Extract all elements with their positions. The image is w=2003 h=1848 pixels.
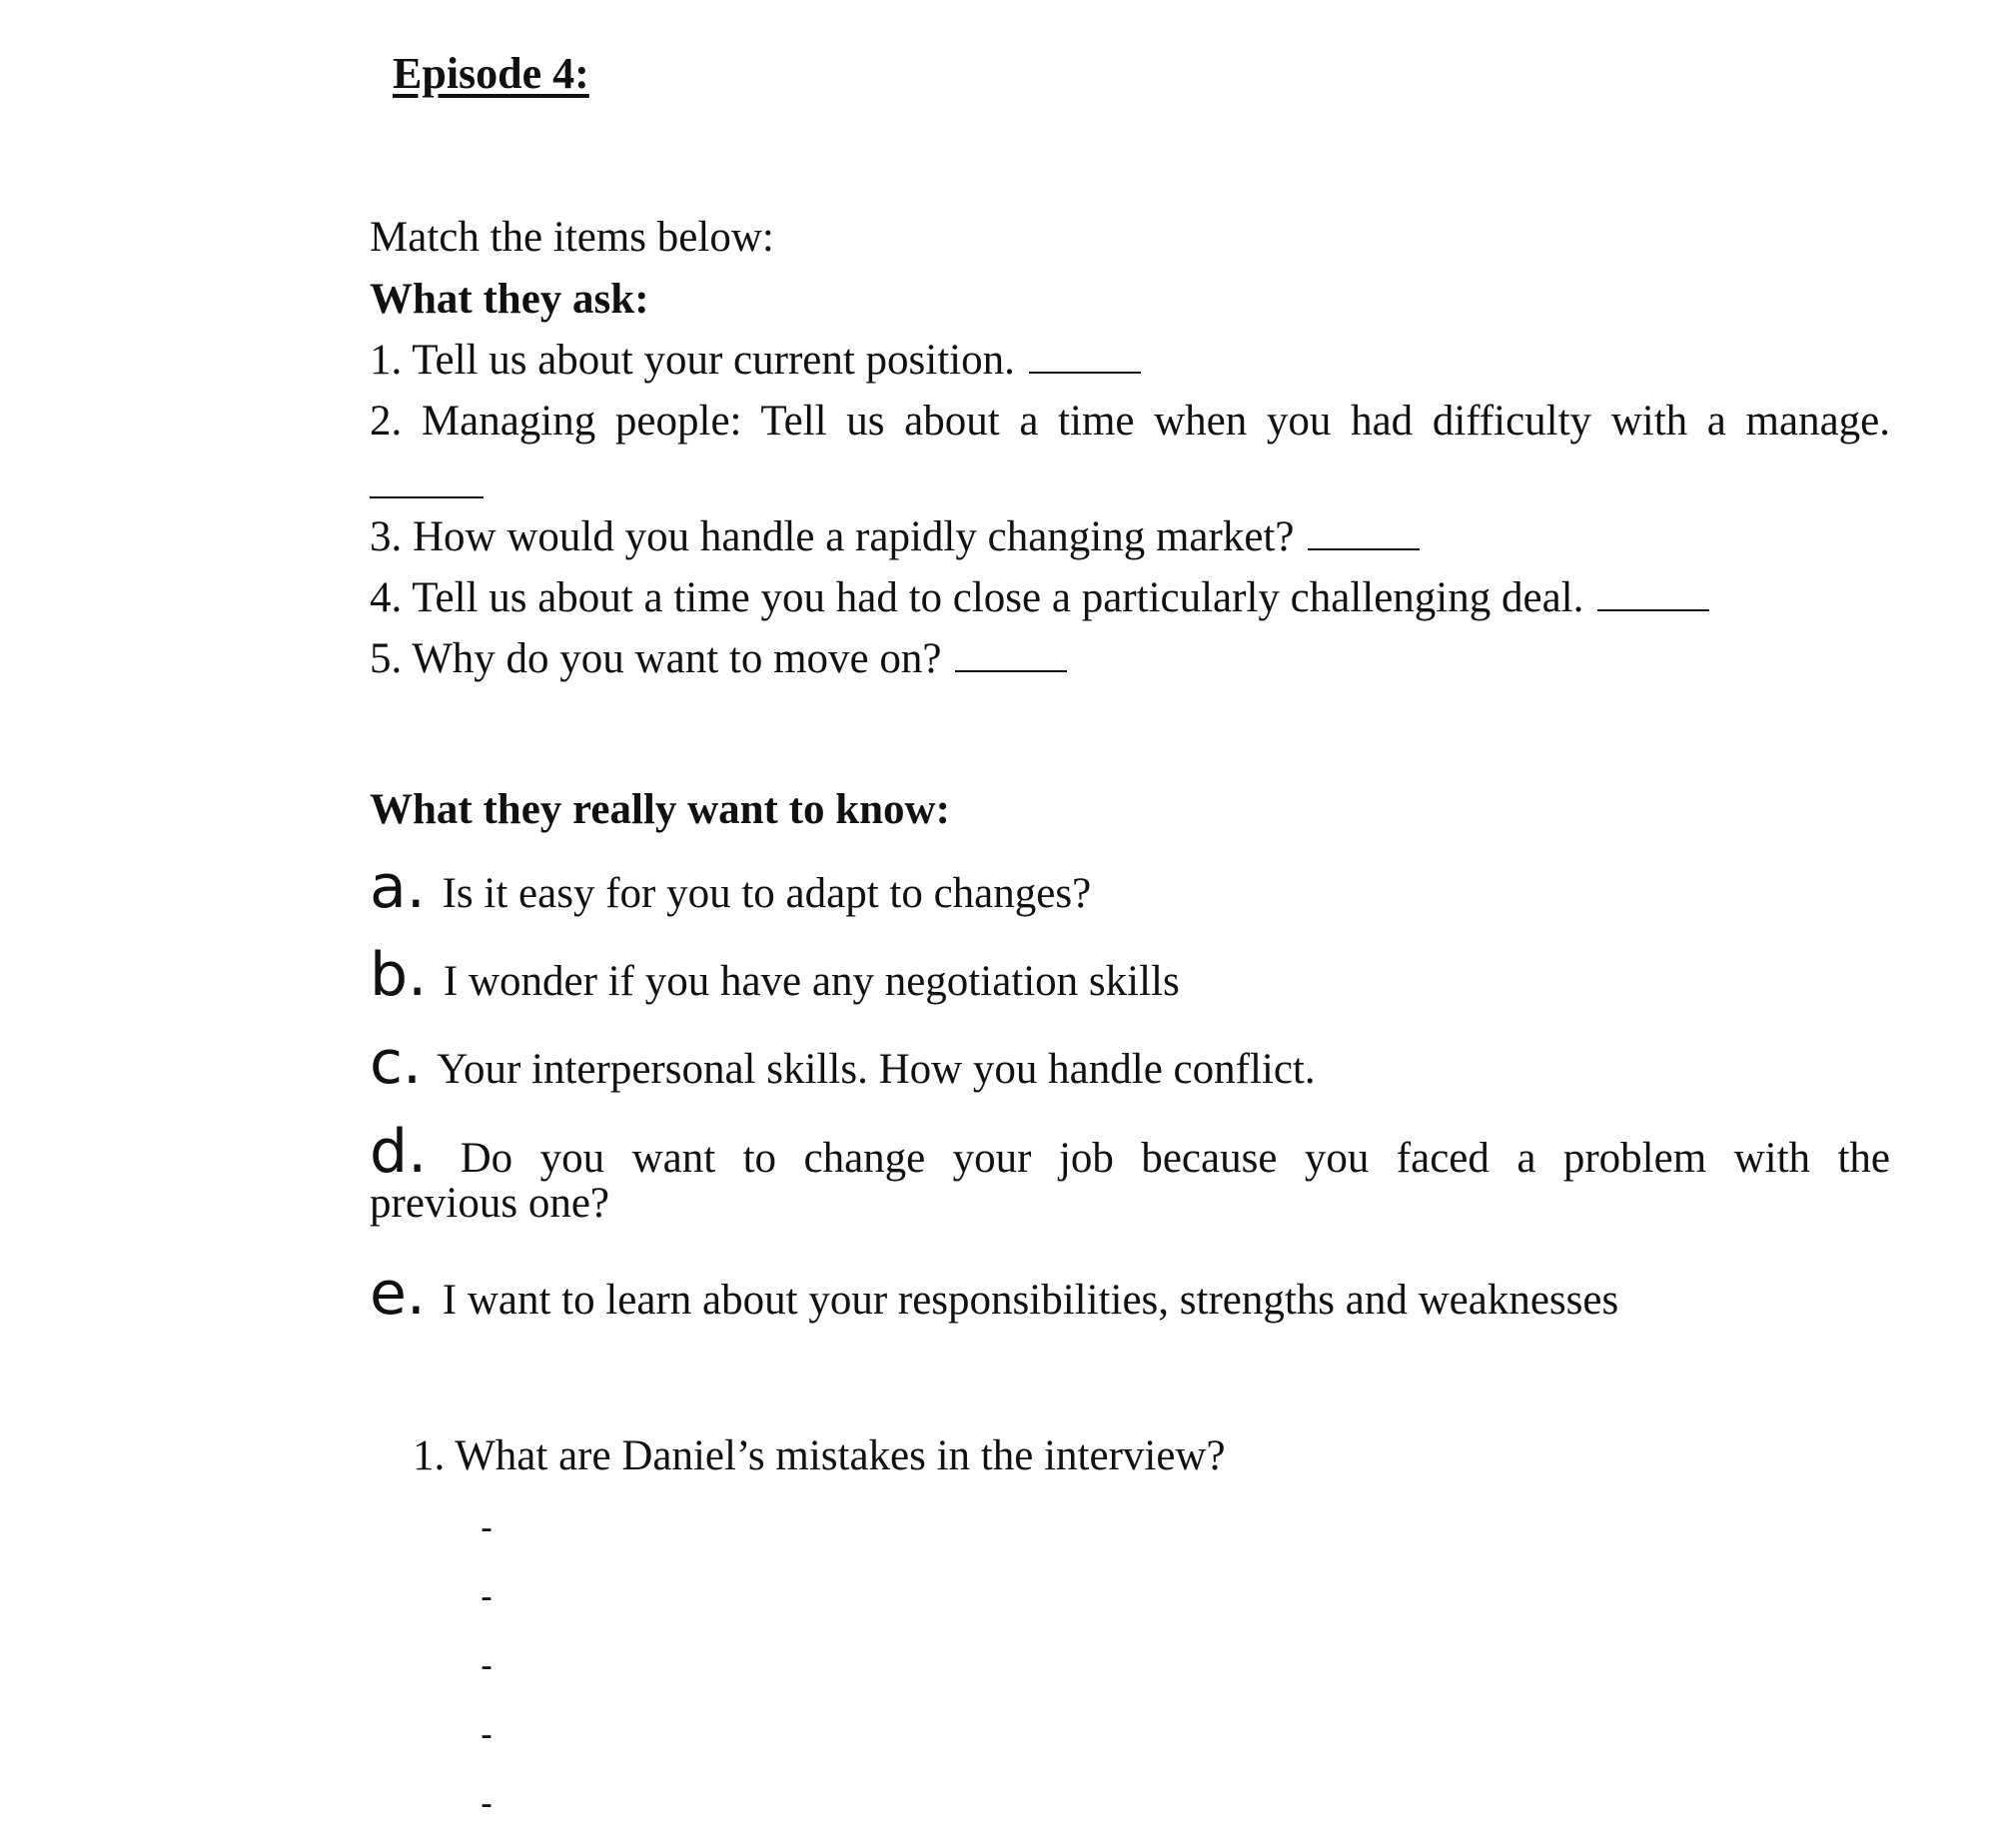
- answer-dash-1[interactable]: -: [481, 1506, 493, 1547]
- answer-blank-4[interactable]: [1597, 607, 1709, 611]
- know-letter-b: b.: [370, 940, 428, 1010]
- answer-dash-2[interactable]: -: [481, 1575, 493, 1616]
- answer-dash-5[interactable]: -: [481, 1782, 493, 1823]
- answer-blank-3[interactable]: [1308, 546, 1420, 550]
- know-text-d-line2: previous one?: [370, 1180, 610, 1228]
- ask-item-1: [370, 336, 1141, 385]
- know-item-e: [370, 1259, 1619, 1329]
- ask-item-1-text: 1. Tell us about your current position.: [370, 337, 1015, 384]
- answer-dash-3[interactable]: -: [481, 1644, 493, 1685]
- know-letter-c: c.: [370, 1028, 423, 1098]
- ask-item-2: [370, 397, 1890, 446]
- know-letter-e: e.: [370, 1259, 426, 1329]
- ask-heading: What they ask:: [370, 276, 649, 323]
- instruction-text: Match the items below:: [370, 214, 774, 261]
- ask-item-3-text: 3. How would you handle a rapidly changing market?: [370, 513, 1295, 560]
- know-text-d-line1: Do you want to change your job because you faced a problem with the: [460, 1135, 1891, 1182]
- ask-item-2-text: 2. Managing people: Tell us about a time when you had difficulty with a manage.: [370, 398, 1890, 445]
- ask-item-3: [370, 512, 1420, 561]
- know-text-c: Your interpersonal skills. How you handle conflict.: [437, 1046, 1316, 1093]
- know-item-b: [370, 940, 1180, 1010]
- know-item-d: [370, 1117, 1891, 1229]
- know-letter-a: a.: [370, 852, 426, 922]
- know-text-e: I want to learn about your responsibilities, strengths and weaknesses: [442, 1277, 1619, 1324]
- ask-item-4: [370, 573, 1709, 622]
- know-item-d-line1: [370, 1117, 1891, 1187]
- discussion-question: 1. What are Daniel’s mistakes in the interview?: [413, 1432, 1226, 1479]
- know-letter-d: d.: [370, 1117, 428, 1187]
- know-text-a: Is it easy for you to adapt to changes?: [442, 870, 1092, 917]
- ask-item-5: [370, 634, 1067, 683]
- answer-blank-2[interactable]: [370, 496, 484, 498]
- episode-title: Episode 4:: [393, 49, 589, 98]
- ask-item-5-text: 5. Why do you want to move on?: [370, 635, 942, 682]
- ask-item-4-text: 4. Tell us about a time you had to close a particularly challenging deal.: [370, 574, 1584, 621]
- know-item-a: [370, 852, 1092, 922]
- know-text-b: I wonder if you have any negotiation skills: [443, 958, 1180, 1005]
- know-item-c: [370, 1028, 1316, 1098]
- answer-blank-5[interactable]: [955, 668, 1067, 672]
- know-heading: What they really want to know:: [370, 786, 950, 833]
- answer-dash-4[interactable]: -: [481, 1713, 493, 1754]
- answer-blank-1[interactable]: [1029, 370, 1141, 374]
